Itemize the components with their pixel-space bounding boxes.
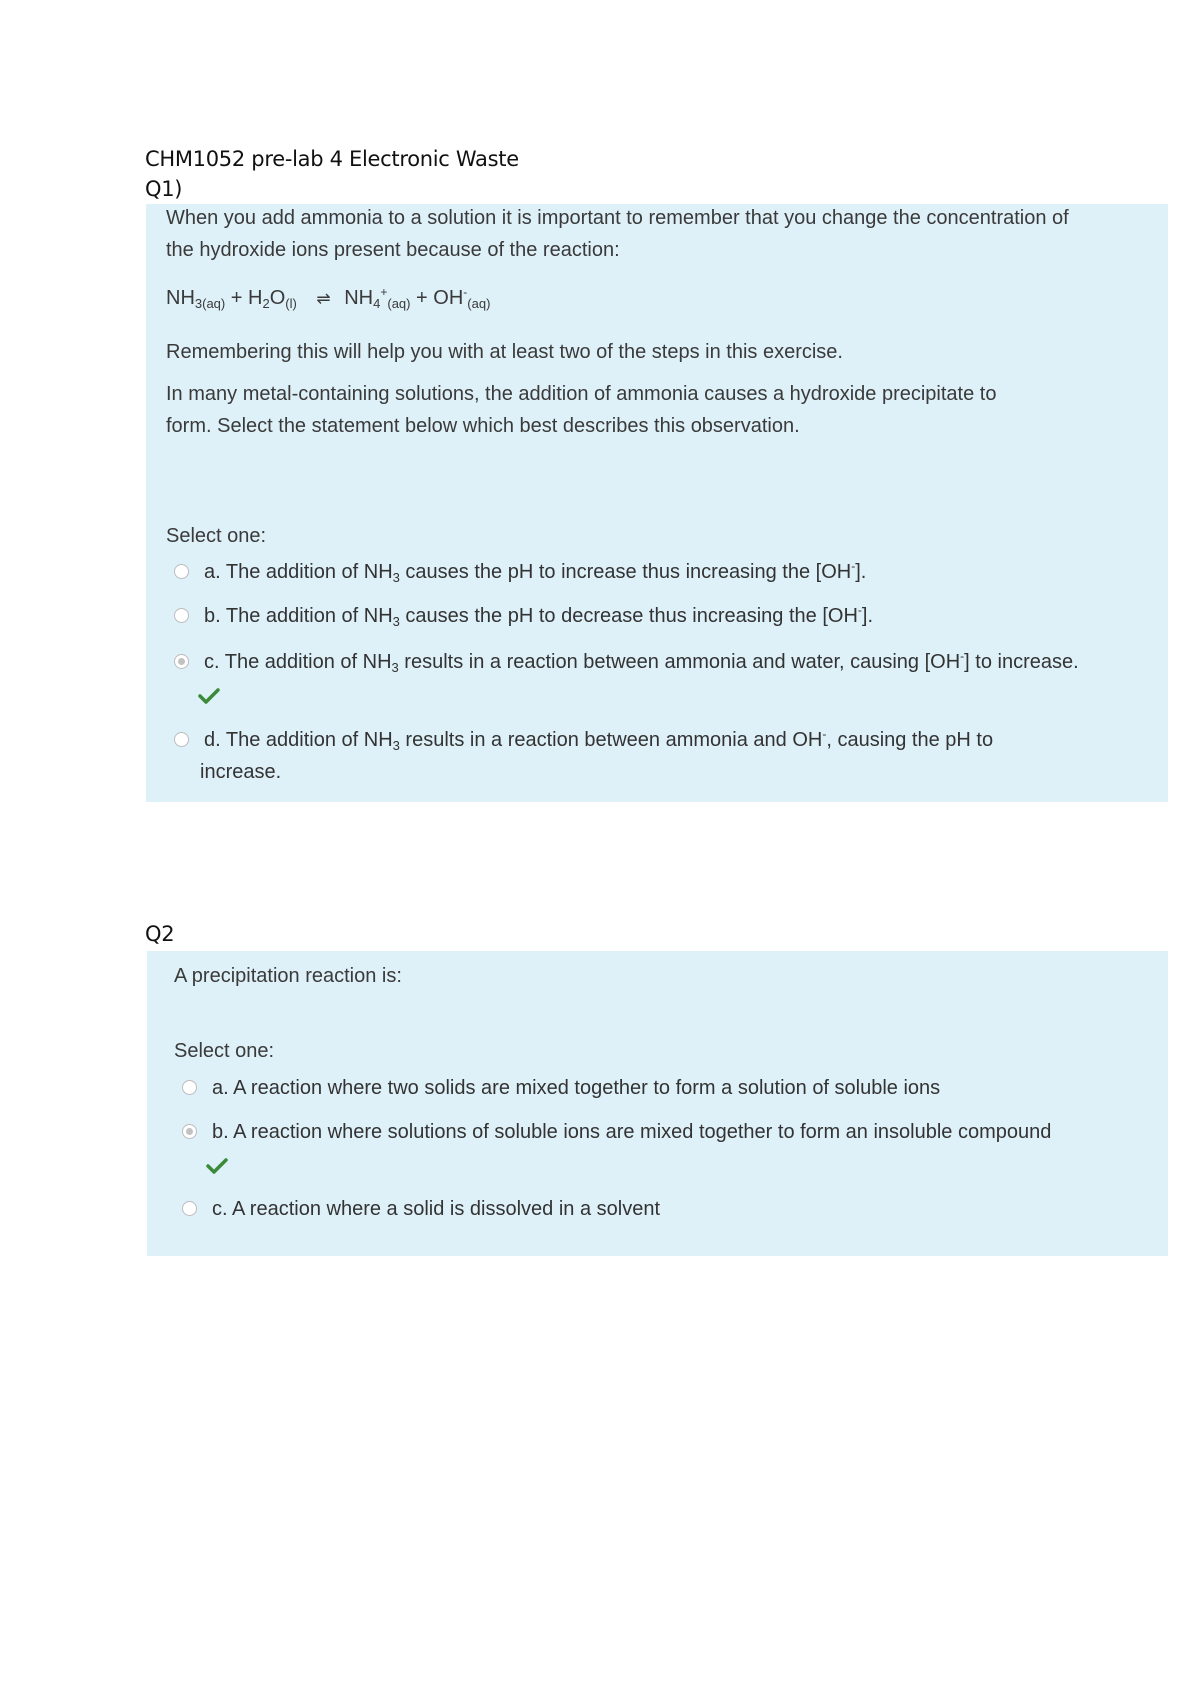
q2-select-label: Select one: bbox=[174, 1040, 275, 1062]
question-2-panel bbox=[147, 951, 1168, 1256]
q1-intro-line1: When you add ammonia to a solution it is important to remember that you change the concentration of bbox=[166, 207, 1069, 229]
question-2-label: Q2 bbox=[145, 922, 175, 946]
q1-option-b-sub: 3 bbox=[392, 614, 400, 629]
q1-option-c-text2: results in a reaction between ammonia and water, causing [OH bbox=[398, 651, 961, 673]
q1-option-d-end: , causing the pH to bbox=[826, 729, 994, 751]
q1-option-a-sub: 3 bbox=[392, 570, 400, 585]
eq-nh4-charge: + bbox=[380, 285, 388, 299]
q1-option-d[interactable] bbox=[204, 724, 993, 756]
eq-plus-h: + H bbox=[225, 287, 263, 309]
q1-option-d-text: d. The addition of NH bbox=[204, 729, 393, 751]
question-1-panel bbox=[146, 204, 1168, 802]
q1-option-b-text: b. The addition of NH bbox=[204, 605, 393, 627]
eq-nh4: NH bbox=[344, 287, 374, 309]
q1-option-d-radio[interactable] bbox=[174, 732, 189, 747]
q1-option-b-end: ]. bbox=[861, 605, 874, 627]
q1-option-a[interactable] bbox=[204, 556, 866, 588]
q1-option-c-sup: - bbox=[960, 649, 965, 663]
eq-nh3: NH bbox=[166, 287, 195, 309]
q2-option-a-radio[interactable] bbox=[182, 1080, 197, 1095]
q1-option-a-sup: - bbox=[851, 559, 856, 573]
q2-correct-check-icon bbox=[206, 1157, 228, 1175]
q1-prompt-line2: form. Select the statement below which best describes this observation. bbox=[166, 415, 800, 437]
eq-h2-sub: 2 bbox=[262, 296, 270, 311]
eq-oh-state: (aq) bbox=[467, 296, 491, 311]
q1-remember-text: Remembering this will help you with at least two of the steps in this exercise. bbox=[166, 341, 843, 363]
q1-option-a-text: a. The addition of NH bbox=[204, 561, 393, 583]
q2-prompt: A precipitation reaction is: bbox=[174, 965, 402, 987]
q1-option-b-text2: causes the pH to decrease thus increasing the [OH bbox=[399, 605, 858, 627]
q1-option-c-text: c. The addition of NH bbox=[204, 651, 392, 673]
q1-intro-line2: the hydroxide ions present because of the reaction: bbox=[166, 239, 620, 261]
q2-option-a[interactable]: a. A reaction where two solids are mixed together to form a solution of soluble ions bbox=[212, 1077, 941, 1099]
q1-correct-check-icon bbox=[198, 687, 220, 705]
q2-option-c-radio[interactable] bbox=[182, 1201, 197, 1216]
eq-nh4-state: (aq) bbox=[387, 296, 411, 311]
eq-oh-charge: - bbox=[463, 285, 468, 299]
q1-option-c-radio[interactable] bbox=[174, 654, 189, 669]
q2-option-b-radio[interactable] bbox=[182, 1124, 197, 1139]
q1-option-c-sub: 3 bbox=[391, 660, 399, 675]
q1-option-c[interactable] bbox=[204, 646, 1079, 678]
q1-option-d-sup: - bbox=[822, 727, 827, 741]
q1-option-b[interactable] bbox=[204, 600, 873, 632]
q2-option-b[interactable]: b. A reaction where solutions of soluble ions are mixed together to form an insoluble compound bbox=[212, 1121, 1052, 1143]
q1-option-d-text2: results in a reaction between ammonia and OH bbox=[399, 729, 823, 751]
eq-plus-oh: + OH bbox=[410, 287, 464, 309]
q1-option-d-line2: increase. bbox=[200, 761, 282, 783]
q1-option-d-sub: 3 bbox=[392, 738, 400, 753]
question-1-label: Q1) bbox=[145, 177, 183, 201]
eq-o: O bbox=[269, 287, 286, 309]
eq-equilibrium-arrow: ⇌ bbox=[316, 289, 331, 308]
q1-option-a-text2: causes the pH to increase thus increasing the [OH bbox=[399, 561, 852, 583]
document-title: CHM1052 pre-lab 4 Electronic Waste bbox=[145, 147, 519, 171]
q1-option-c-end: ] to increase. bbox=[964, 651, 1079, 673]
reaction-equation bbox=[166, 282, 490, 315]
q2-option-c[interactable]: c. A reaction where a solid is dissolved in a solvent bbox=[212, 1198, 661, 1220]
q1-select-label: Select one: bbox=[166, 525, 267, 547]
eq-nh3-state: 3(aq) bbox=[194, 296, 226, 311]
q1-option-a-radio[interactable] bbox=[174, 564, 189, 579]
q1-option-a-end: ]. bbox=[855, 561, 867, 583]
eq-h2o-state: (l) bbox=[285, 296, 297, 311]
q1-option-b-sup: - bbox=[857, 603, 862, 617]
q1-prompt-line1: In many metal-containing solutions, the addition of ammonia causes a hydroxide precipitate to bbox=[166, 383, 997, 405]
q1-option-b-radio[interactable] bbox=[174, 608, 189, 623]
eq-nh4-sub: 4 bbox=[373, 296, 381, 311]
